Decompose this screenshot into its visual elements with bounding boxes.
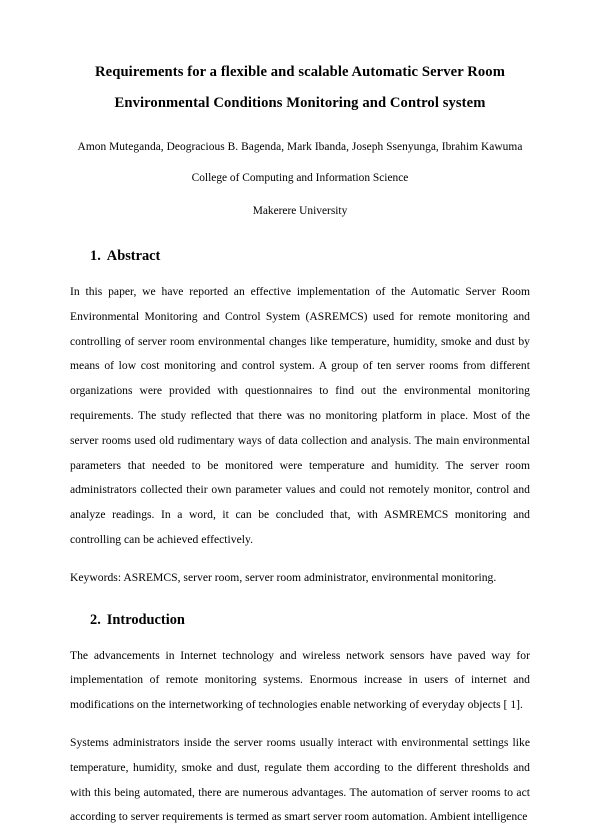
title-line-1: Requirements for a flexible and scalable Automatic Server Room bbox=[95, 64, 505, 80]
section-title-abstract: Abstract bbox=[106, 248, 161, 264]
section-heading-introduction bbox=[90, 609, 530, 631]
paper-byline bbox=[70, 132, 530, 227]
section-number-introduction: 2. bbox=[90, 611, 101, 628]
introduction-paragraph-1: The advancements in Internet technology and wireless network sensors have paved way for implementation of remote monitoring systems. Enormous increase in users of internet and modifications on the internetworking of technologies enable networking of everyday objects [ 1]. bbox=[70, 648, 530, 712]
abstract-paragraph: In this paper, we have reported an effective implementation of the Automatic Server Room Environmental Monitoring and Control System (ASREMCS) used for remote monitoring and controlling of server room environmental changes like temperature, humidity, smoke and dust by means of low cost monitoring and control system. A group of ten server rooms from different organizations were provided with questionnaires to find out the environmental monitoring requirements. The study reflected that there was no monitoring platform in place. Most of the server rooms used old rudimentary ways of data collection and analysis. The main environmental parameters that needed to be monitored were temperature and humidity. The server room administrators collected their own parameter values and could not remotely monitor, control and analyze readings. In a word, it can be concluded that, with ASMREMCS monitoring and controlling can be achieved effectively. bbox=[70, 285, 530, 546]
author-list: Amon Muteganda, Deogracious B. Bagenda, Mark Ibanda, Joseph Ssenyunga, Ibrahim Kawuma bbox=[77, 141, 523, 153]
keywords-line: Keywords: ASREMCS, server room, server room administrator, environmental monitoring. bbox=[70, 570, 497, 584]
section-number-abstract: 1. bbox=[90, 248, 101, 264]
section-heading-abstract bbox=[90, 245, 530, 267]
paper-title bbox=[70, 0, 530, 119]
introduction-paragraph-2: Systems administrators inside the server rooms usually interact with environmental settings like temperature, humidity, smoke and dust, regulate them according to the different thresholds and with this being automated, there are numerous advantages. The automation of server rooms to act according to server requirements is termed as smart server room automation. Ambient intelligence bbox=[70, 735, 530, 824]
affiliation: College of Computing and Information Science bbox=[191, 172, 409, 184]
section-title-introduction: Introduction bbox=[106, 611, 185, 628]
title-line-2: Environmental Conditions Monitoring and Control system bbox=[114, 95, 486, 111]
institution: Makerere University bbox=[252, 205, 348, 217]
